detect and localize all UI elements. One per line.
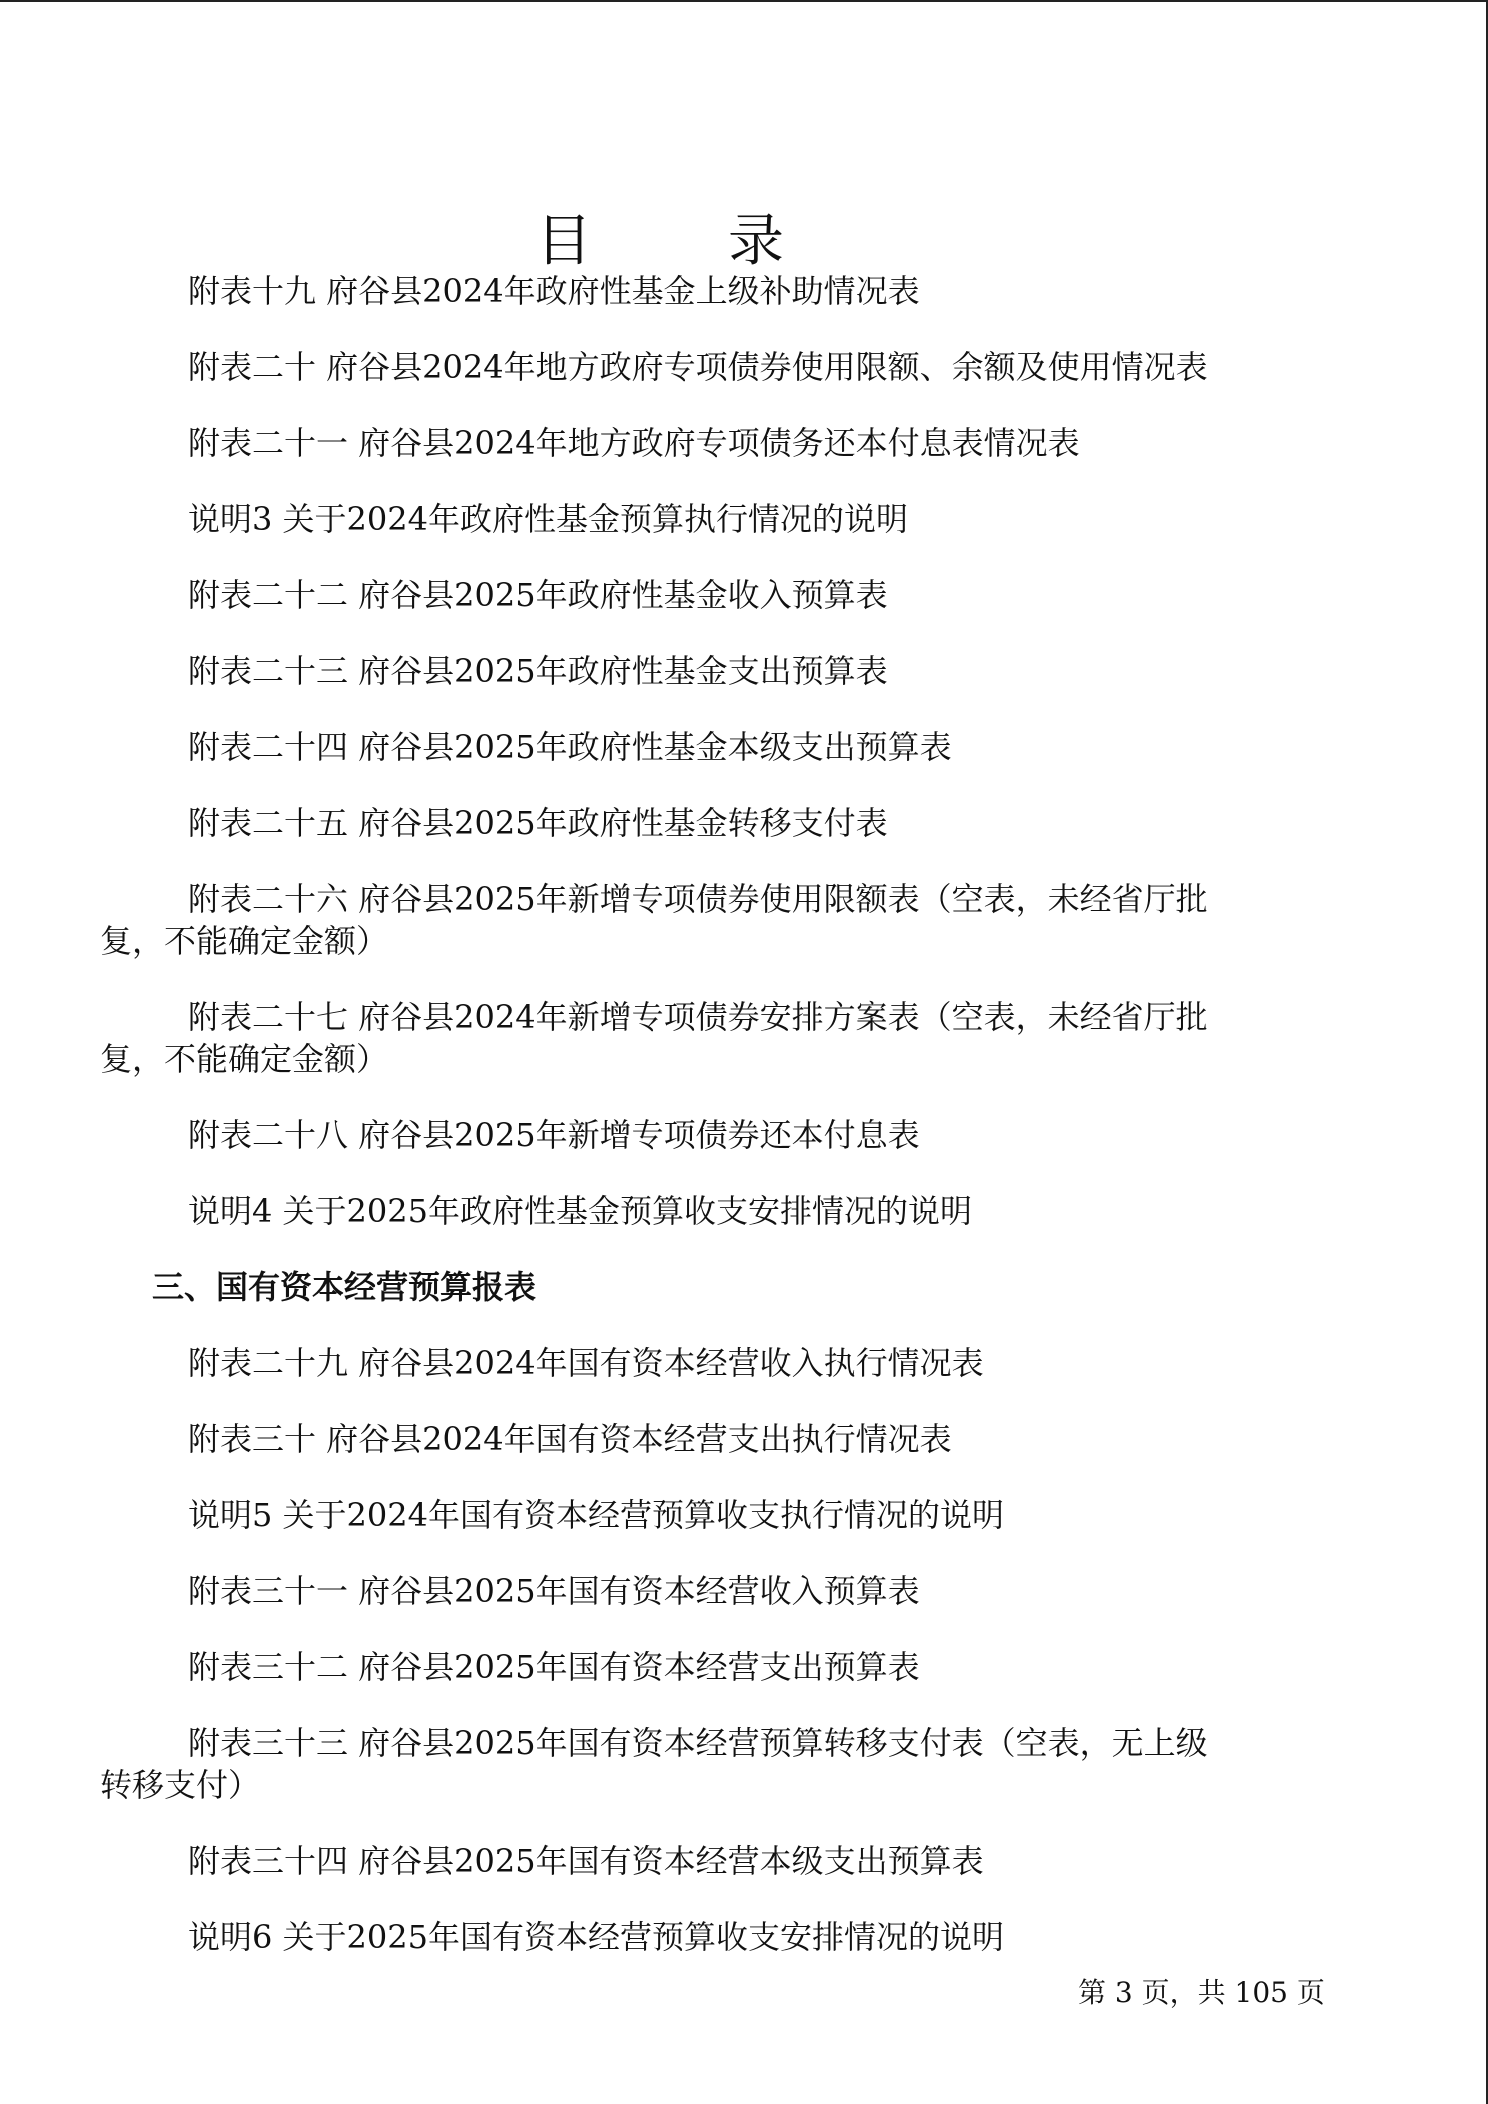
page-title: 目 录: [536, 208, 824, 274]
toc-entry[interactable]: 说明6 关于2025年国有资本经营预算收支安排情况的说明: [188, 1918, 1004, 1956]
toc-entry[interactable]: 附表二十四 府谷县2025年政府性基金本级支出预算表: [188, 728, 952, 766]
toc-entry[interactable]: 附表十九 府谷县2024年政府性基金上级补助情况表: [188, 272, 920, 310]
toc-entry[interactable]: 附表二十九 府谷县2024年国有资本经营收入执行情况表: [188, 1344, 984, 1382]
toc-entry[interactable]: 附表三十三 府谷县2025年国有资本经营预算转移支付表（空表，无上级转移支付）: [100, 1724, 1208, 1804]
toc-entry[interactable]: 附表二十三 府谷县2025年政府性基金支出预算表: [188, 652, 888, 690]
toc-entry[interactable]: 附表三十 府谷县2024年国有资本经营支出执行情况表: [188, 1420, 952, 1458]
toc-entry[interactable]: 附表二十二 府谷县2025年政府性基金收入预算表: [188, 576, 888, 614]
toc-entry[interactable]: 附表二十 府谷县2024年地方政府专项债券使用限额、余额及使用情况表: [188, 348, 1208, 386]
toc-entry[interactable]: 附表三十一 府谷县2025年国有资本经营收入预算表: [188, 1572, 920, 1610]
table-of-contents: [100, 270, 1225, 1992]
toc-entry[interactable]: 附表三十四 府谷县2025年国有资本经营本级支出预算表: [188, 1842, 984, 1880]
toc-entry[interactable]: 说明4 关于2025年政府性基金预算收支安排情况的说明: [188, 1192, 972, 1230]
toc-entry[interactable]: 说明3 关于2024年政府性基金预算执行情况的说明: [188, 500, 908, 538]
toc-entry[interactable]: 附表二十八 府谷县2025年新增专项债券还本付息表: [188, 1116, 920, 1154]
toc-entry[interactable]: 附表二十七 府谷县2024年新增专项债券安排方案表（空表，未经省厅批复，不能确定金额）: [100, 998, 1208, 1078]
toc-entry[interactable]: 附表二十一 府谷县2024年地方政府专项债务还本付息表情况表: [188, 424, 1080, 462]
toc-entry[interactable]: 说明5 关于2024年国有资本经营预算收支执行情况的说明: [188, 1496, 1004, 1534]
toc-entry[interactable]: 附表二十六 府谷县2025年新增专项债券使用限额表（空表，未经省厅批复，不能确定金额）: [100, 880, 1208, 960]
section-heading: 三、国有资本经营预算报表: [152, 1268, 537, 1306]
toc-entry[interactable]: 附表三十二 府谷县2025年国有资本经营支出预算表: [188, 1648, 920, 1686]
toc-entry[interactable]: 附表二十五 府谷县2025年政府性基金转移支付表: [188, 804, 888, 842]
page-border-top: [0, 0, 1488, 2]
page-number: 第 3 页，共 105 页: [1078, 1976, 1325, 2009]
